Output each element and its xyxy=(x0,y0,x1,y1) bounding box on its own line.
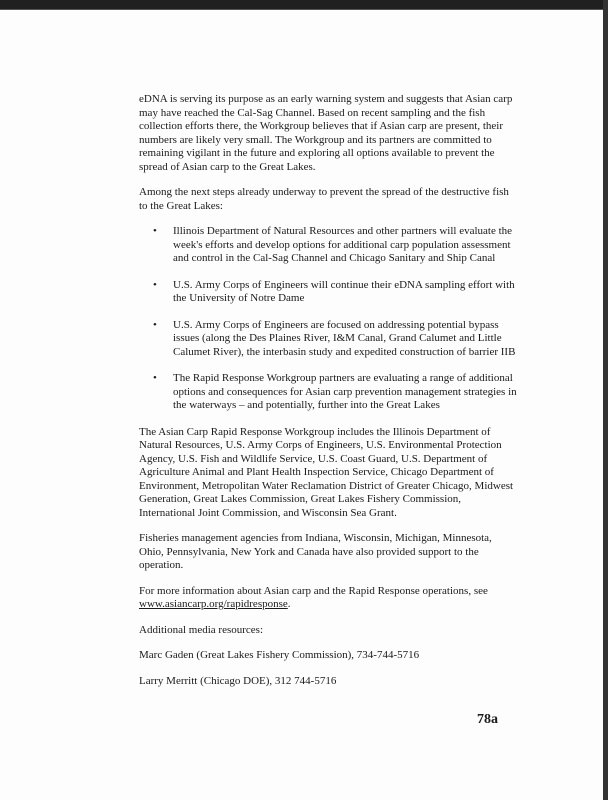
next-steps-intro: Among the next steps already underway to prevent the spread of the destructive fish to the Great Lakes: xyxy=(139,186,509,212)
bullet-icon: • xyxy=(153,225,157,237)
list-item-text: Illinois Department of Natural Resources and other partners will evaluate the week's efforts and develop options for additional carp population assessment and control in the Cal-Sag Channel and Chicago Sanitary and Ship Canal xyxy=(173,225,513,264)
bullet-icon: • xyxy=(153,318,157,331)
contact-gaden: Marc Gaden (Great Lakes Fishery Commission), 734-744-5716 xyxy=(139,649,420,661)
list-item-text: U.S. Army Corps of Engineers are focused on addressing potential bypass issues (along the Des Plaines River, I&M Canal, Grand Calumet and Little Calumet River), the interbasin study and expedited construction of barrier IIB xyxy=(173,318,516,358)
list-item-text: The Rapid Response Workgroup partners are evaluating a range of additional options and consequences for Asian carp prevention management strategies in the waterways – and potentially, further into the Great Lakes xyxy=(173,372,517,411)
more-info-suffix: . xyxy=(287,598,291,610)
rapid-response-link[interactable]: www.asiancarp.org/rapidresponse xyxy=(139,598,288,610)
next-steps-list xyxy=(139,225,517,413)
contact-merritt: Larry Merritt (Chicago DOE), 312 744-5716 xyxy=(139,674,337,687)
intro-paragraph: eDNA is serving its purpose as an early warning system and suggests that Asian carp may have reached the Cal-Sag Channel. Based on recent sampling and the fish collection efforts there, the Workgroup believes that if Asian carp are present, their numbers are likely very small. The Workgroup and its partners are committed to remaining vigilant in the future and exploring all options available to prevent the spread of Asian carp to the Great Lakes. xyxy=(139,93,513,173)
workgroup-paragraph: The Asian Carp Rapid Response Workgroup includes the Illinois Department of Natural Resources, U.S. Army Corps of Engineers, U.S. Environmental Protection Agency, U.S. Fish and Wildlife Service, U.S. Coast Guard, U.S. Department of Agriculture Animal and Plant Health Inspection Service, Chicago Department of Environment, Metropolitan Water Reclamation District of Greater Chicago, Midwest Generation, Great Lakes Commission, Great Lakes Fishery Commission, International Joint Commission, and Wisconsin Sea Grant. xyxy=(139,425,514,519)
bullet-icon: • xyxy=(153,372,157,384)
more-info-paragraph xyxy=(139,585,517,612)
bullet-icon: • xyxy=(153,278,157,291)
fisheries-paragraph: Fisheries management agencies from Indiana, Wisconsin, Michigan, Minnesota, Ohio, Pennsylvania, New York and Canada have also provided support to the operation. xyxy=(139,532,492,571)
document-body xyxy=(139,93,517,700)
scan-edge-right xyxy=(600,0,608,800)
media-heading: Additional media resources: xyxy=(139,623,264,636)
list-item-text: U.S. Army Corps of Engineers will continue their eDNA sampling effort with the University of Notre Dame xyxy=(173,278,515,304)
more-info-text: For more information about Asian carp and the Rapid Response operations, see xyxy=(139,584,488,597)
list-item xyxy=(139,225,517,266)
list-item xyxy=(139,279,517,306)
scan-edge-top xyxy=(0,0,608,14)
page-number: 78a xyxy=(477,712,498,727)
list-item xyxy=(139,372,517,413)
list-item xyxy=(139,319,517,360)
